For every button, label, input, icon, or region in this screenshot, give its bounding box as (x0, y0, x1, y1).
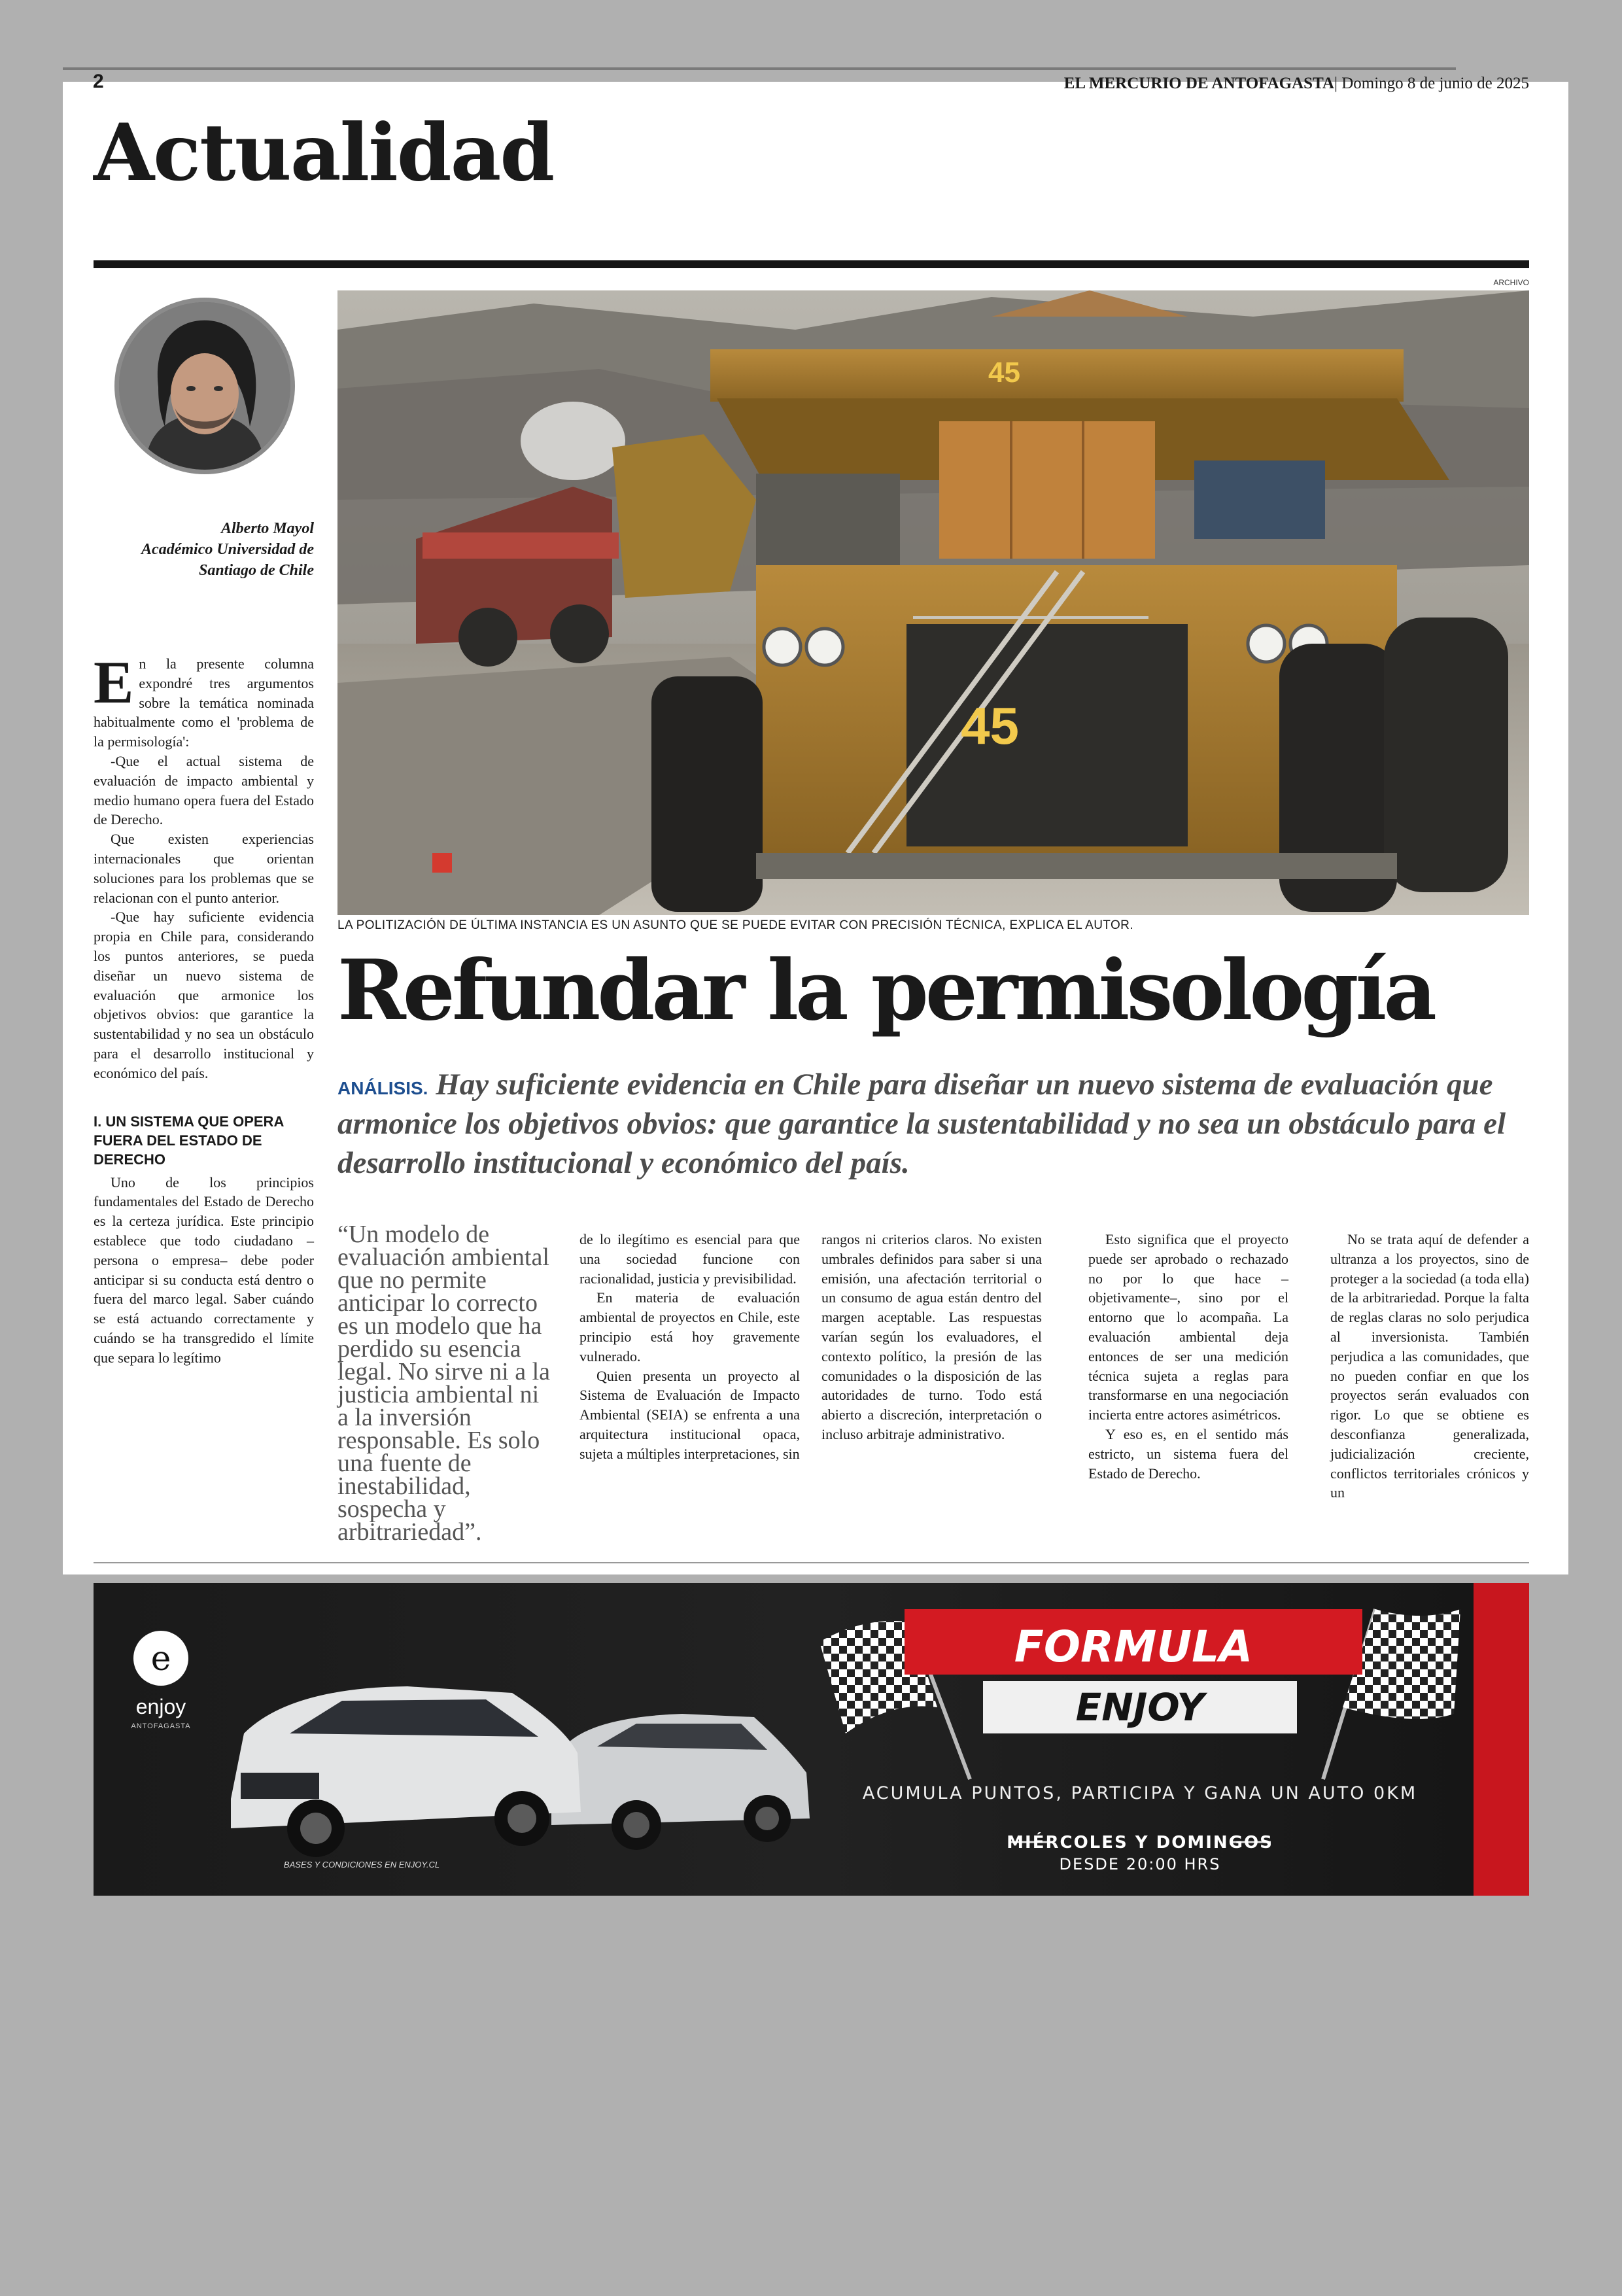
pull-quote: “Un modelo de evaluación ambiental que no permite anticipar lo correcto es un modelo que ha perdido su esencia legal. No sirve ni a la justicia ambiental ni a la inversión responsable. Es solo una fuente de inestabilidad, sospecha y arbitrariedad”. (337, 1221, 551, 1546)
headline: Refundar la permisología (337, 942, 1434, 1039)
body-paragraph: rangos ni criterios claros. No existen umbrales definidos para saber si una emisión, una afectación territorial o un consumo de agua están dentro del margen aceptable. Las respuestas varían según los evaluadores, el contexto político, la presión de las comunidades o la disposición de las autoridades de turno. Todo está abierto a discreción, interpretación o incluso arbitraje administrativo. (821, 1231, 1042, 1442)
drop-cap: E (94, 649, 134, 716)
author-portrait (114, 298, 295, 474)
column-4 (1088, 1230, 1288, 1483)
newspaper-name: EL MERCURIO DE ANTOFAGASTA (1063, 75, 1334, 92)
svg-text:e: e (150, 1639, 171, 1679)
author-title-1: Académico Universidad de (141, 541, 314, 558)
intro-paragraph-3: Que existen experiencias internacionales que orientan soluciones para los problemas que se relacionan con el punto anterior. (94, 831, 314, 906)
truck-number-front: 45 (961, 697, 1019, 755)
body-paragraph: No se trata aquí de defender a ultranza a los proyectos, sino de proteger a la sociedad (a toda ella) de la arbitrariedad. Porque la falta de reglas claras no solo perjudica al inversionista. También perjudica a las comunidades, que no pueden confiar en que los proyectos serán evaluados con rigor. Lo que se obtiene es desconfianza generalizada, judicialización creciente, conflictos territoriales crónicos y un (1330, 1231, 1529, 1501)
ad-days: MIÉRCOLES Y DOMINGOS (1007, 1833, 1273, 1852)
left-column (94, 649, 314, 1368)
mining-truck-photo (337, 290, 1529, 915)
column-5 (1330, 1230, 1529, 1503)
body-paragraph: de lo ilegítimo es esencial para que una sociedad funcione con racionalidad, justicia y previsibilidad. (579, 1231, 800, 1287)
column-2 (579, 1230, 800, 1464)
ad-time: DESDE 20:00 HRS (1059, 1855, 1221, 1873)
intro-paragraph-4: -Que hay suficiente evidencia propia en Chile para, considerando los puntos anteriores, se pueda diseñar un nuevo sistema de evaluación que armonice los objetivos obvios: que garantice la sustentabilidad y no sea un obstáculo para el desarrollo institucional y económico del país. (94, 909, 314, 1081)
page-number: 2 (93, 71, 104, 92)
section-rule (94, 260, 1529, 268)
body-paragraph: Quien presenta un proyecto al Sistema de Evaluación de Impacto Ambiental (SEIA) se enfrenta a una arquitectura institucional opaca, sujeta a múltiples interpretaciones, sin (579, 1367, 800, 1462)
ad-title-2: ENJOY (1075, 1685, 1205, 1730)
author-byline (98, 518, 314, 581)
intro-paragraph-1: En la presente columna expondré tres argumentos sobre la temática nominada habitualmente como el 'problema de la permisología': (94, 649, 314, 750)
deck-text: Hay suficiente evidencia en Chile para diseñar un nuevo sistema de evaluación que armonice los objetivos obvios: que garantice la sustentabilidad y no sea un obstáculo para el desarrollo institucional y económico del país. (337, 1068, 1506, 1180)
top-rule (63, 67, 1456, 70)
intro-paragraph-2: -Que el actual sistema de evaluación de impacto ambiental y medio humano opera fuera del Estado de Derecho. (94, 752, 314, 828)
column-3 (821, 1230, 1042, 1444)
body-paragraph: En materia de evaluación ambiental de proyectos en Chile, este principio está hoy gravemente vulnerado. (579, 1289, 800, 1365)
ad-brand-sub: ANTOFAGASTA (131, 1722, 191, 1730)
author-title-2: Santiago de Chile (198, 562, 314, 579)
body-paragraph: Uno de los principios fundamentales del Estado de Derecho es la certeza jurídica. Este principio establece que todo ciudadano –persona o empresa– debe poder anticipar si su conducta está dentro o fuera del marco legal. Saber cuándo se está actuando correctamente y cuándo se ha transgredido el límite que separa lo legítimo (94, 1174, 314, 1366)
photo-caption: LA POLITIZACIÓN DE ÚLTIMA INSTANCIA ES UN ASUNTO QUE SE PUEDE EVITAR CON PRECISIÓN TÉCNICA, EXPLICA EL AUTOR. (337, 918, 1133, 932)
truck-number-top: 45 (988, 357, 1020, 389)
deck (337, 1065, 1529, 1183)
subhead: I. UN SISTEMA QUE OPERA FUERA DEL ESTADO DE DERECHO (94, 1113, 284, 1168)
bottom-rule (94, 1562, 1529, 1563)
body-paragraph: Esto significa que el proyecto puede ser aprobado o rechazado no por lo que hace –objetivamente–, sino por el entorno que lo acompaña. La evaluación ambiental deja entonces de ser una medición técnica sujeta a reglas para transformarse en una negociación incierta entre actores asimétricos. (1088, 1231, 1288, 1423)
advertisement-banner[interactable] (94, 1583, 1529, 1896)
masthead (981, 75, 1529, 93)
section-title: Actualidad (94, 107, 554, 199)
body-paragraph: Y eso es, en el sentido más estricto, un sistema fuera del Estado de Derecho. (1088, 1425, 1288, 1482)
ad-terms: BASES Y CONDICIONES EN ENJOY.CL (283, 1860, 440, 1870)
issue-date: | Domingo 8 de junio de 2025 (1334, 75, 1529, 92)
photo-credit: ARCHIVO (1493, 278, 1529, 287)
deck-label: ANÁLISIS. (337, 1078, 428, 1098)
ad-brand: enjoy (135, 1695, 186, 1718)
ad-title-1: FORMULA (1014, 1622, 1253, 1672)
ad-tagline: ACUMULA PUNTOS, PARTICIPA Y GANA UN AUTO 0KM (862, 1783, 1418, 1803)
author-name: Alberto Mayol (221, 520, 314, 537)
